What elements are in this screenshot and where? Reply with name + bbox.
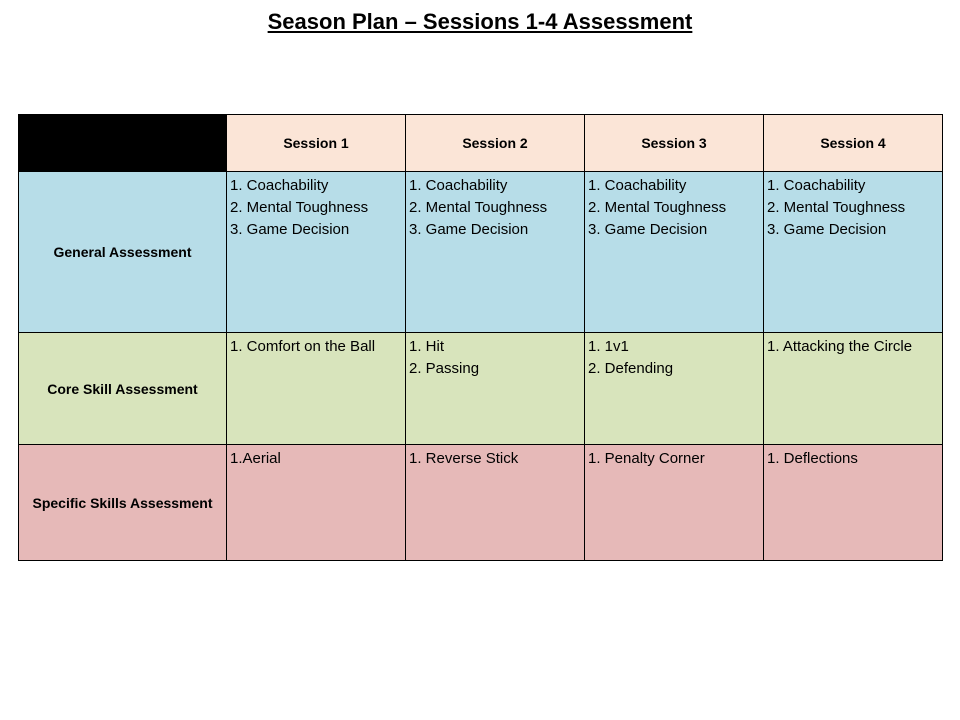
cell-item: 1. Reverse Stick [409,450,519,467]
cell-item: 1. Coachability [409,177,508,194]
cell-specific-session-1 [227,445,406,561]
cell-item: 1. Coachability [230,177,329,194]
row-label-text: Specific Skills Assessment [32,494,213,511]
cell-item: 2. Passing [409,360,480,377]
row-general-assessment [19,172,943,333]
cell-item: 3. Game Decision [409,221,529,238]
row-label-text: General Assessment [53,244,192,260]
cell-item: 3. Game Decision [230,221,350,238]
cell-item: 2. Mental Toughness [767,199,906,216]
cell-item: 1. Attacking the Circle [767,338,913,355]
cell-item: 1. Coachability [588,177,687,194]
cell-item: 3. Game Decision [767,221,887,238]
row-label-general [19,172,227,333]
cell-item: 1. Comfort on the Ball [230,338,376,355]
cell-item: 1. Hit [409,338,445,355]
cell-item: 1. Deflections [767,450,858,467]
cell-specific-session-3 [585,445,764,561]
cell-general-session-2 [406,172,585,333]
header-session-1: Session 1 [227,115,406,172]
cell-specific-session-4 [764,445,943,561]
row-label-text: Core Skill Assessment [47,380,198,397]
row-core-skill-assessment [19,333,943,445]
header-session-2: Session 2 [406,115,585,172]
cell-specific-session-2 [406,445,585,561]
cell-general-session-1 [227,172,406,333]
cell-general-session-4 [764,172,943,333]
header-session-4: Session 4 [764,115,943,172]
cell-item: 1. Coachability [767,177,866,194]
cell-item: 2. Defending [588,360,674,377]
cell-item: 1. Penalty Corner [588,450,705,467]
header-session-3: Session 3 [585,115,764,172]
cell-core-session-3 [585,333,764,445]
cell-core-session-2 [406,333,585,445]
cell-core-session-4 [764,333,943,445]
cell-item: 1. 1v1 [588,338,629,355]
assessment-table [18,114,943,561]
cell-item: 2. Mental Toughness [230,199,369,216]
row-label-specific [19,445,227,561]
cell-item: 2. Mental Toughness [409,199,548,216]
cell-general-session-3 [585,172,764,333]
cell-core-session-1 [227,333,406,445]
corner-cell [19,115,227,172]
page-title: Season Plan – Sessions 1-4 Assessment [267,9,693,34]
cell-item: 2. Mental Toughness [588,199,727,216]
row-specific-skills-assessment [19,445,943,561]
row-label-core [19,333,227,445]
header-row [19,115,943,172]
cell-item: 3. Game Decision [588,221,708,238]
cell-item: 1.Aerial [230,450,281,467]
